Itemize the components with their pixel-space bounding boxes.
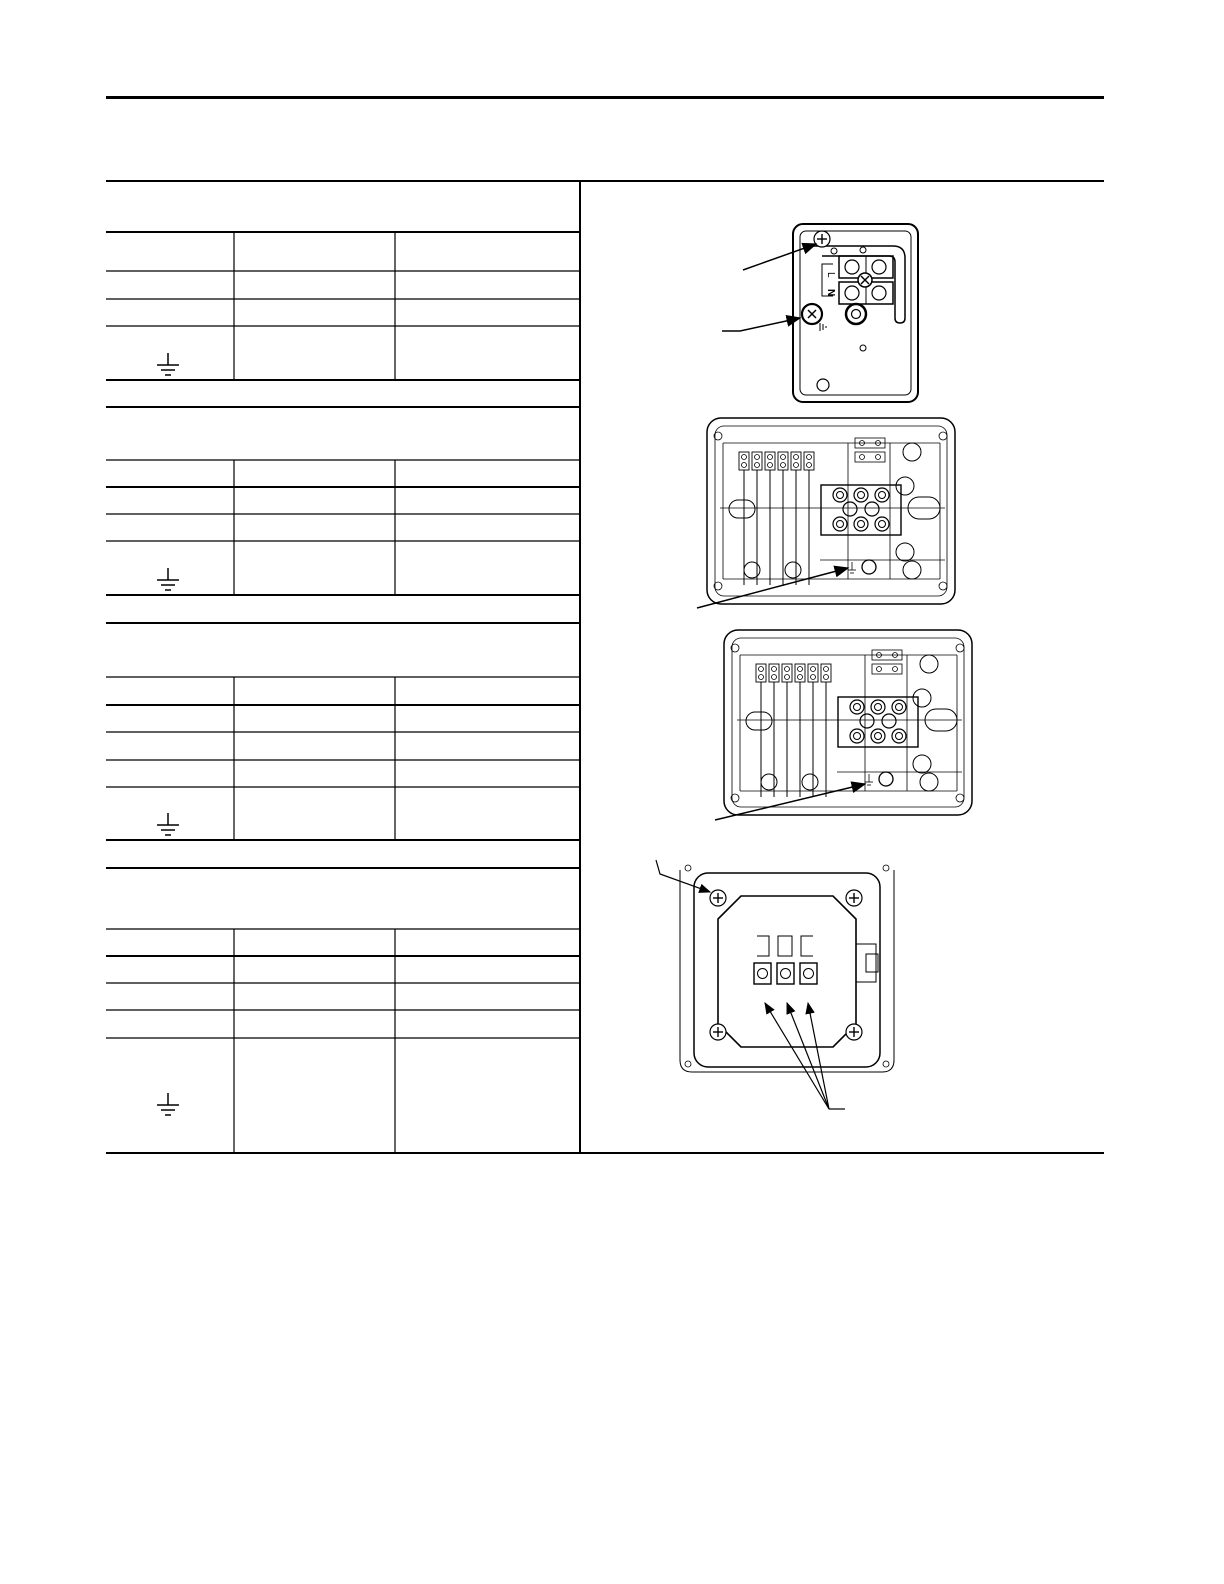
callout-leader: [697, 568, 848, 608]
table-1: [106, 232, 579, 380]
table-2: [106, 407, 579, 595]
ground-symbol-icon: [157, 813, 179, 835]
three-terminal-plate: [680, 865, 894, 1072]
terminal-board-b: [724, 630, 972, 815]
callout-leader-group: [765, 1003, 845, 1109]
table-3: [106, 623, 579, 840]
ground-symbol-icon: [157, 353, 179, 375]
terminal-board-a: [707, 418, 955, 604]
screw-icon: [814, 231, 830, 247]
terminal-stud-icon: [833, 488, 847, 502]
ground-symbol-icon: [157, 1093, 179, 1115]
callout-leader: [656, 860, 710, 892]
terminal-label-n: N: [825, 289, 836, 297]
callout-leader: [722, 318, 800, 331]
terminal-label-l: L: [825, 272, 836, 278]
table-4: [106, 868, 579, 1152]
callout-leader: [743, 244, 816, 270]
single-phase-terminal-box: [793, 224, 918, 402]
ground-symbol-icon: [157, 568, 179, 590]
